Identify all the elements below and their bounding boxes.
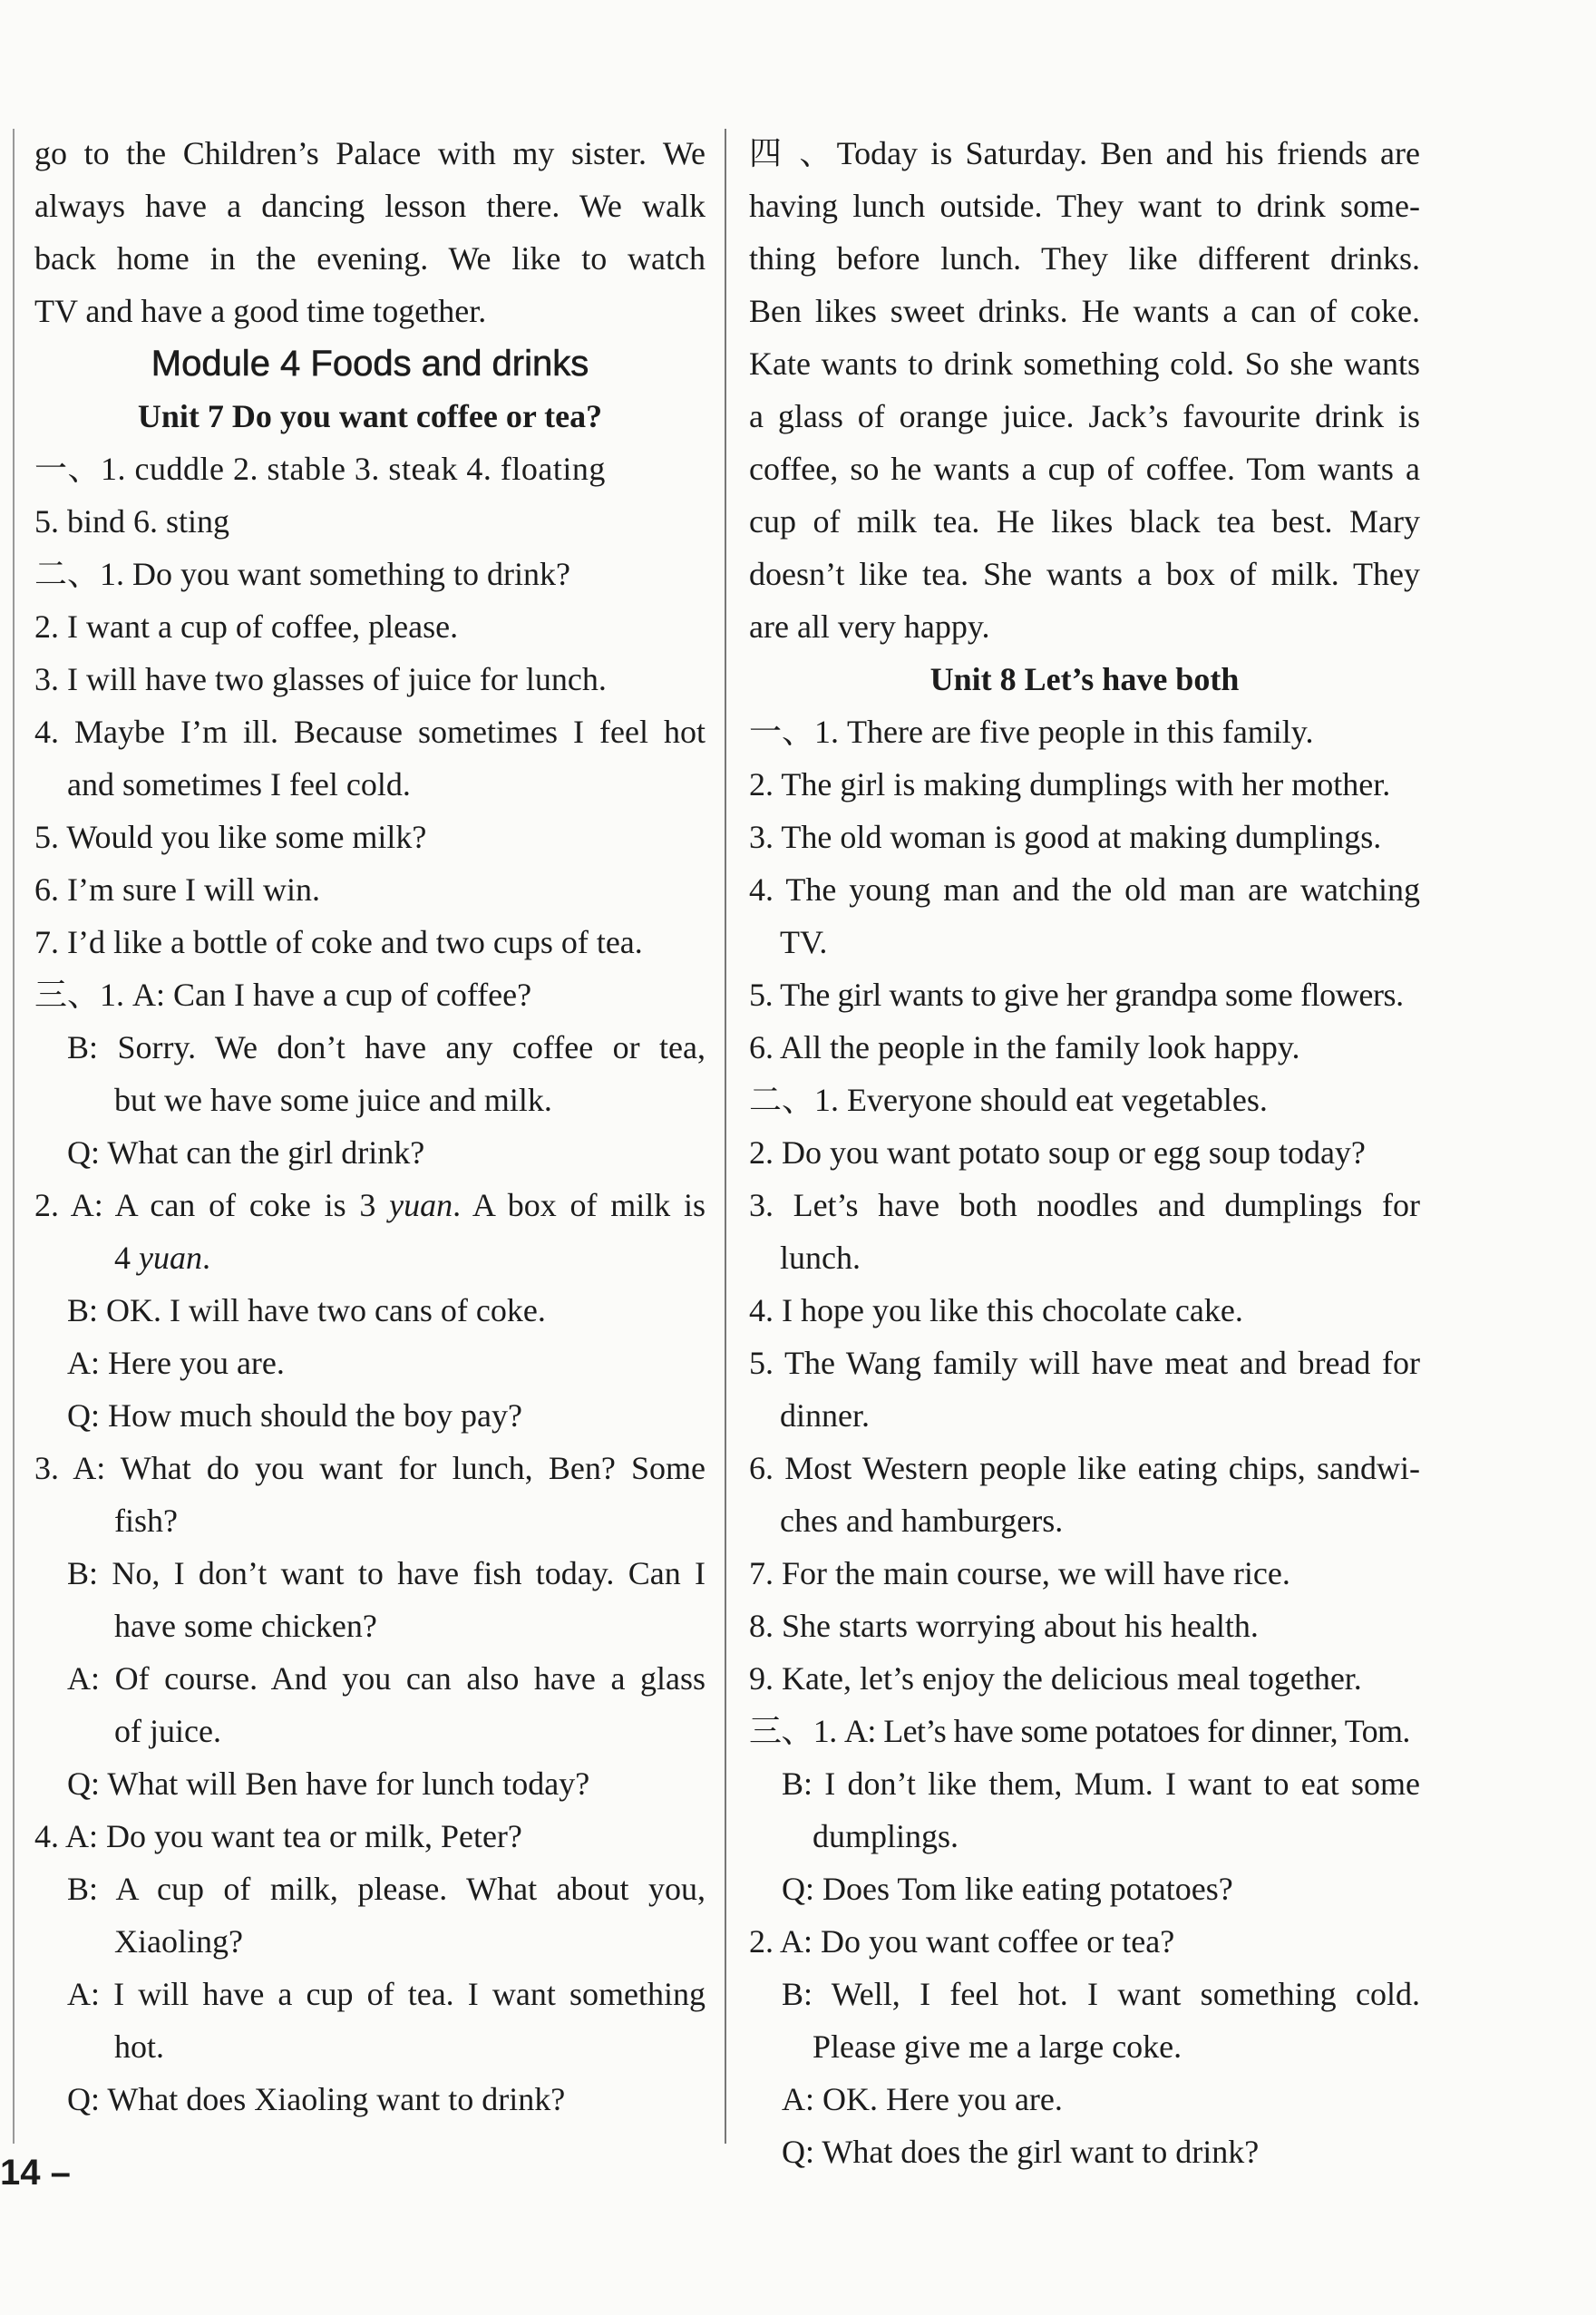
answer-line: 6. Most Western people like eating chips, sandwi-: [749, 1450, 1420, 1486]
unit-7-title: Unit 7 Do you want coffee or tea?: [137, 398, 603, 434]
passage-line: are all very happy.: [749, 608, 990, 645]
answer-line: 7. I’d like a bottle of coke and two cups of tea.: [34, 924, 643, 960]
module-title: Module 4 Foods and drinks: [151, 344, 589, 384]
dialogue-line: hot.: [114, 2028, 165, 2065]
passage-line: doesn’t like tea. She wants a box of milk. They: [749, 556, 1420, 592]
question-line: Q: What does Xiaoling want to drink?: [67, 2081, 566, 2117]
answer-line: TV.: [780, 924, 828, 960]
answer-line: 5. Would you like some milk?: [34, 819, 427, 855]
dialogue-line: dumplings.: [813, 1818, 959, 1854]
dialogue-line: 4. A: Do you want tea or milk, Peter?: [34, 1818, 522, 1854]
answer-line: 4. The young man and the old man are watching: [749, 871, 1420, 908]
intro-line: TV and have a good time together.: [34, 293, 487, 329]
answer-line: 2. I want a cup of coffee, please.: [34, 608, 459, 645]
dialogue-line: fish?: [114, 1503, 178, 1539]
dialogue-line: 2. A: Do you want coffee or tea?: [749, 1923, 1175, 1960]
dialogue-line: B: I don’t like them, Mum. I want to eat some: [782, 1765, 1420, 1802]
right-column: [749, 127, 1420, 2178]
dialogue-line: B: Sorry. We don’t have any coffee or tea,: [67, 1029, 706, 1065]
answer-line: 一、1. There are five people in this family.: [749, 714, 1314, 750]
page-number: 14 –: [0, 2153, 71, 2193]
intro-line: always have a dancing lesson there. We walk: [34, 188, 706, 224]
answer-line: 8. She starts worrying about his health.: [749, 1608, 1259, 1644]
question-line: Q: What will Ben have for lunch today?: [67, 1765, 590, 1802]
dialogue-line: A: OK. Here you are.: [782, 2081, 1063, 2117]
passage-line: cup of milk tea. He likes black tea best. Mary: [749, 503, 1420, 540]
answer-line: 3. The old woman is good at making dumplings.: [749, 819, 1382, 855]
intro-line: back home in the evening. We like to watch: [34, 240, 706, 277]
answer-line: 3. Let’s have both noodles and dumplings for: [749, 1187, 1420, 1223]
answer-line: 4. I hope you like this chocolate cake.: [749, 1292, 1243, 1328]
answer-line: 5. The Wang family will have meat and bread for: [749, 1345, 1420, 1381]
dialogue-line: 4 yuan.: [114, 1240, 210, 1276]
dialogue-line: but we have some juice and milk.: [114, 1082, 552, 1118]
answer-line: 一、1. cuddle 2. stable 3. steak 4. floating: [34, 451, 606, 487]
intro-line: go to the Children’s Palace with my sister. We: [34, 135, 706, 171]
answer-line: 3. I will have two glasses of juice for lunch.: [34, 661, 607, 697]
answer-line: 2. The girl is making dumplings with her mother.: [749, 766, 1391, 802]
answer-line: lunch.: [780, 1240, 861, 1276]
question-line: Q: How much should the boy pay?: [67, 1397, 522, 1434]
answer-line: dinner.: [780, 1397, 870, 1434]
dialogue-line: B: No, I don’t want to have fish today. Can I: [67, 1555, 706, 1591]
dialogue-line: 三、1. A: Can I have a cup of coffee?: [34, 977, 532, 1013]
dialogue-line: A: Here you are.: [67, 1345, 285, 1381]
dialogue-line: 三、1. A: Let’s have some potatoes for dinner, Tom.: [749, 1713, 1410, 1749]
answer-line: and sometimes I feel cold.: [67, 766, 411, 802]
dialogue-line: B: Well, I feel hot. I want something cold.: [782, 1976, 1420, 2012]
left-margin-rule: [13, 129, 15, 2144]
dialogue-line: 2. A: A can of coke is 3 yuan. A box of milk is: [34, 1187, 706, 1223]
answer-line: 5. bind 6. sting: [34, 503, 230, 540]
answer-line: 5. The girl wants to give her grandpa some flowers.: [749, 977, 1404, 1013]
passage-line: Kate wants to drink something cold. So she wants: [749, 345, 1420, 382]
passage-line: coffee, so he wants a cup of coffee. Tom wants a: [749, 451, 1420, 487]
answer-line: 2. Do you want potato soup or egg soup today?: [749, 1134, 1366, 1171]
passage-line: 四 、Today is Saturday. Ben and his friends are: [749, 135, 1420, 171]
question-line: Q: Does Tom like eating potatoes?: [782, 1871, 1233, 1907]
dialogue-line: 3. A: What do you want for lunch, Ben? Some: [34, 1450, 706, 1486]
column-divider: [725, 129, 726, 2144]
answer-line: 9. Kate, let’s enjoy the delicious meal together.: [749, 1660, 1362, 1697]
left-column: [34, 127, 706, 2125]
answer-line: 6. I’m sure I will win.: [34, 871, 320, 908]
passage-line: having lunch outside. They want to drink some-: [749, 188, 1420, 224]
question-line: Q: What does the girl want to drink?: [782, 2134, 1260, 2170]
dialogue-line: A: Of course. And you can also have a glass: [67, 1660, 706, 1697]
answer-line: 二、1. Do you want something to drink?: [34, 556, 570, 592]
unit-8-title: Unit 8 Let’s have both: [929, 661, 1240, 697]
dialogue-line: Xiaoling?: [114, 1923, 243, 1960]
passage-line: Ben likes sweet drinks. He wants a can of coke.: [749, 293, 1420, 329]
answer-line: ches and hamburgers.: [780, 1503, 1064, 1539]
dialogue-line: B: A cup of milk, please. What about you,: [67, 1871, 706, 1907]
passage-line: a glass of orange juice. Jack’s favourite drink is: [749, 398, 1420, 434]
dialogue-line: Please give me a large coke.: [813, 2028, 1182, 2065]
dialogue-line: A: I will have a cup of tea. I want something: [67, 1976, 706, 2012]
answer-line: 6. All the people in the family look happy.: [749, 1029, 1300, 1065]
question-line: Q: What can the girl drink?: [67, 1134, 425, 1171]
dialogue-line: have some chicken?: [114, 1608, 377, 1644]
passage-line: thing before lunch. They like different drinks.: [749, 240, 1420, 277]
answer-line: 4. Maybe I’m ill. Because sometimes I feel hot: [34, 714, 706, 750]
dialogue-line: of juice.: [114, 1713, 221, 1749]
dialogue-line: B: OK. I will have two cans of coke.: [67, 1292, 546, 1328]
answer-line: 二、1. Everyone should eat vegetables.: [749, 1082, 1268, 1118]
answer-line: 7. For the main course, we will have rice.: [749, 1555, 1290, 1591]
